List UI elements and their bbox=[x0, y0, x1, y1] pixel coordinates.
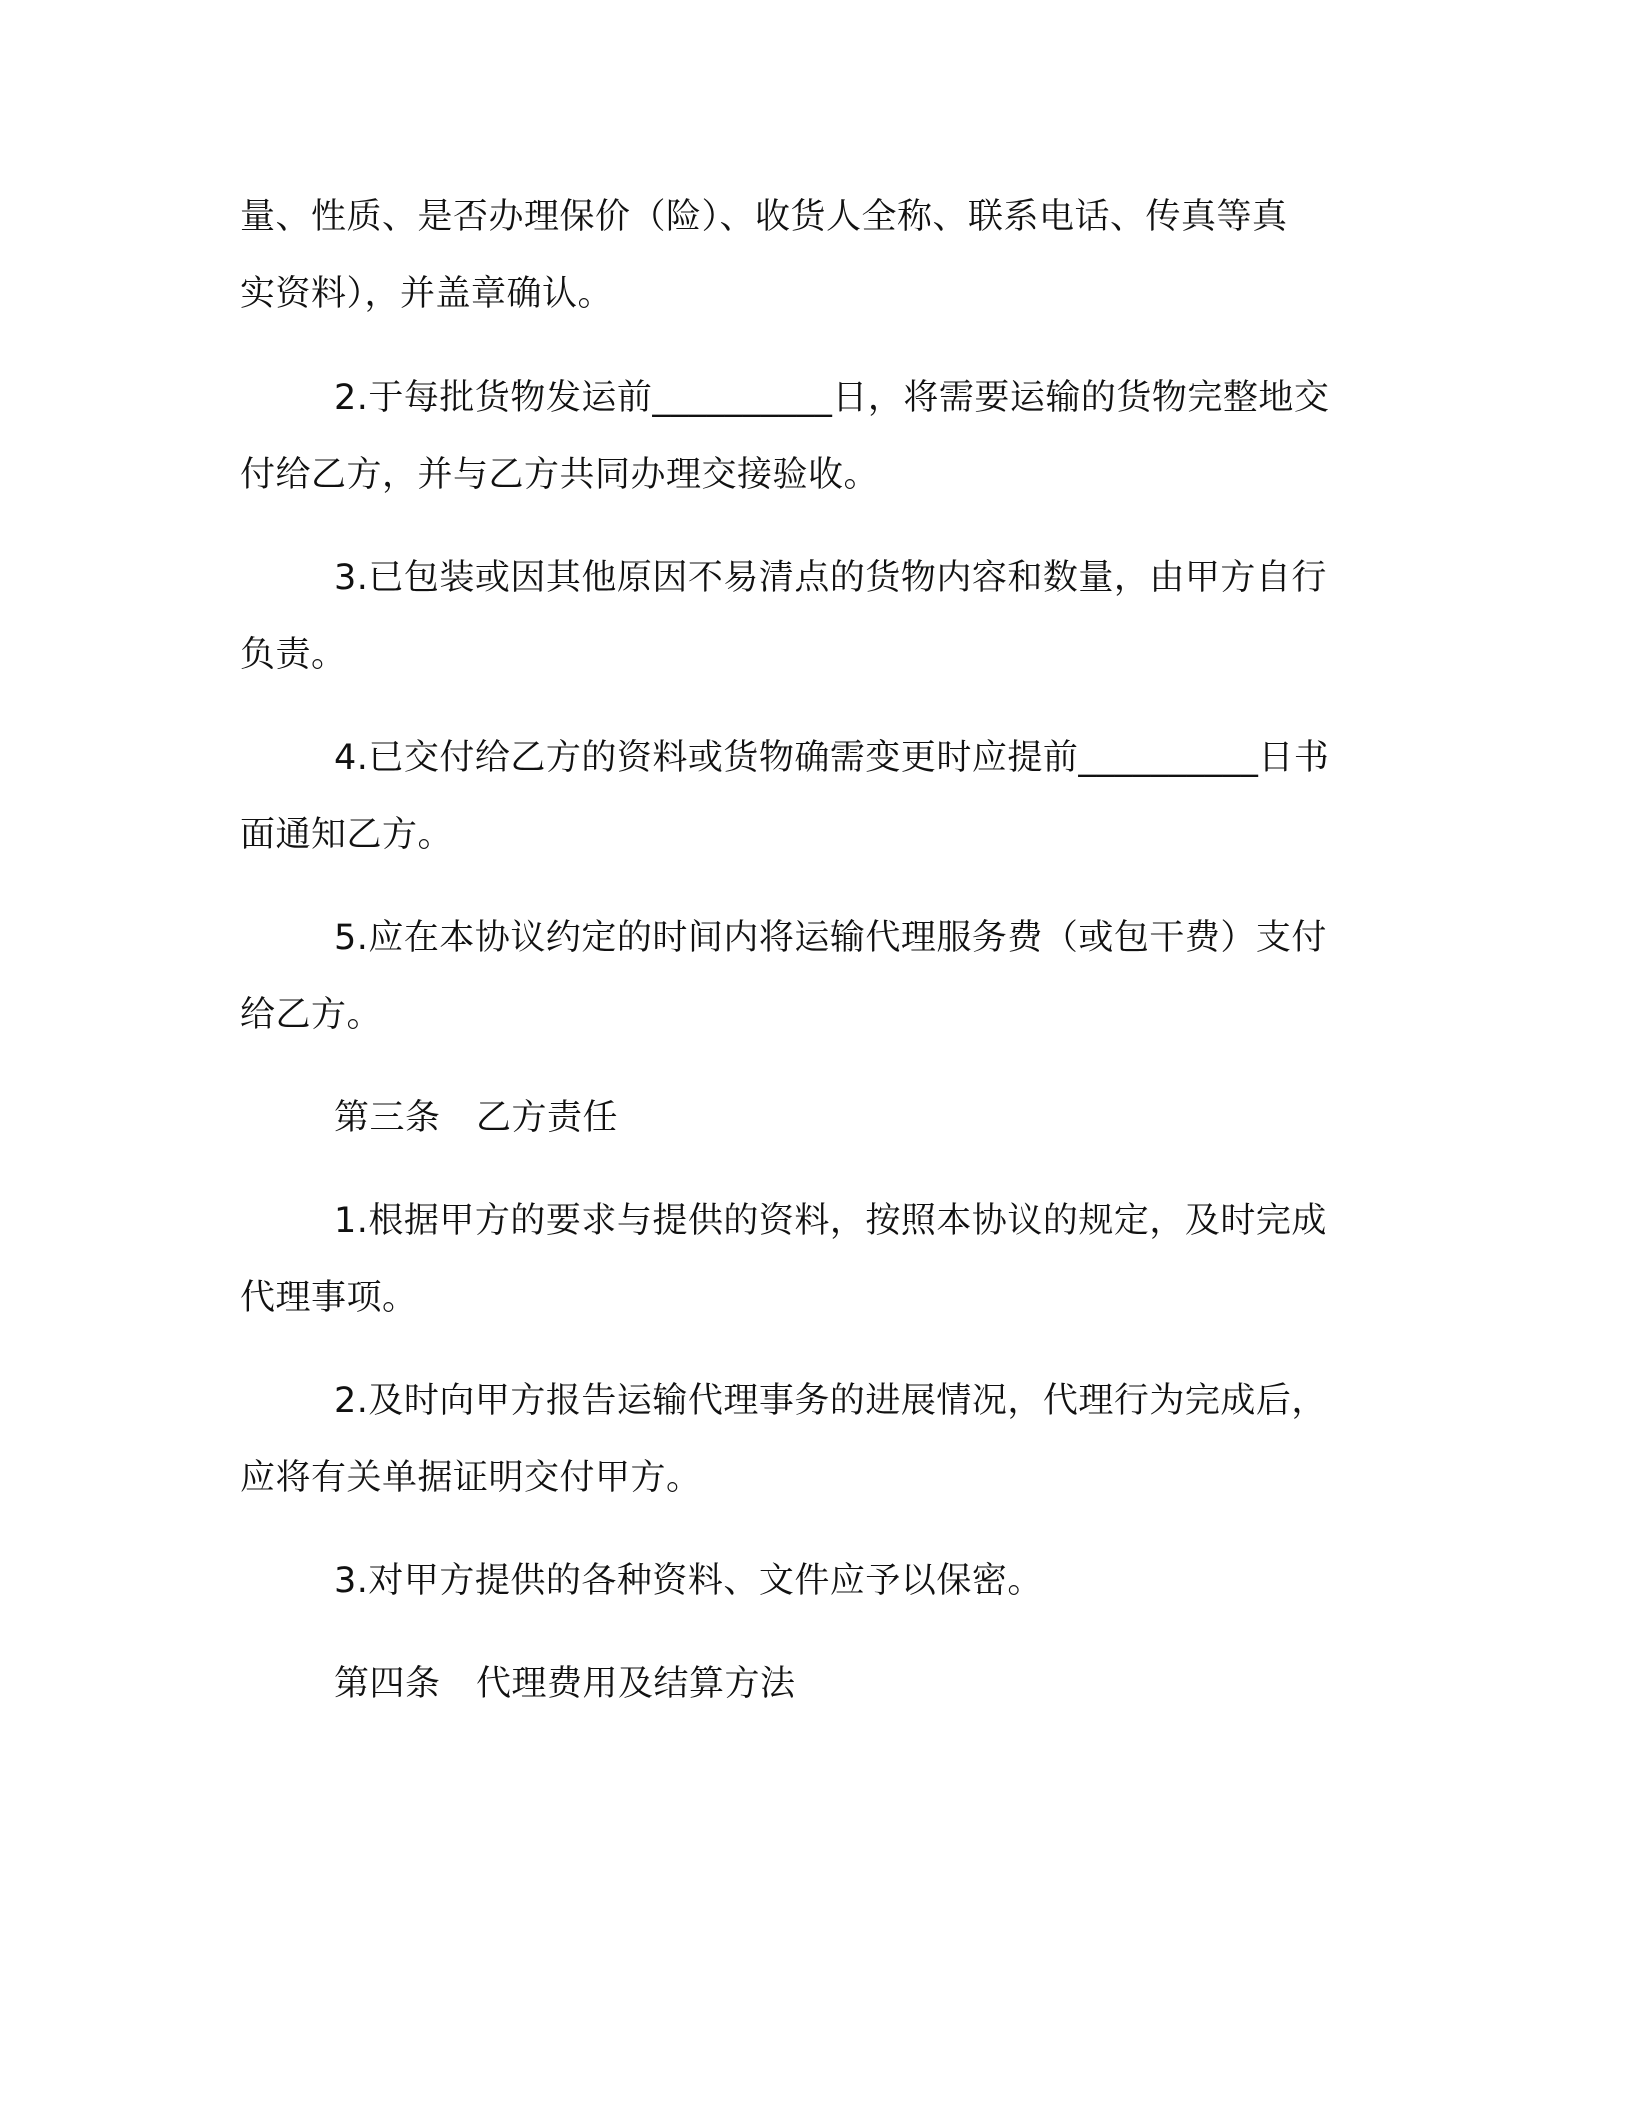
clause-3-line: 负责。 bbox=[240, 635, 347, 675]
clause-4-line: 4.已交付给乙方的资料或货物确需变更时应提前__________日书 bbox=[334, 738, 1330, 778]
clause-2b-line: 应将有关单据证明交付甲方。 bbox=[240, 1458, 702, 1498]
clause-2b-line: 2.及时向甲方报告运输代理事务的进展情况，代理行为完成后， bbox=[334, 1381, 1327, 1421]
section-heading: 第三条 乙方责任 bbox=[334, 1098, 619, 1138]
section-heading: 第四条 代理费用及结算方法 bbox=[334, 1664, 796, 1704]
paragraph-line: 实资料），并盖章确认。 bbox=[240, 274, 614, 314]
clause-5-line: 5.应在本协议约定的时间内将运输代理服务费（或包干费）支付 bbox=[334, 918, 1327, 958]
paragraph-line: 量、性质、是否办理保价（险）、收货人全称、联系电话、传真等真 bbox=[240, 197, 1288, 237]
clause-3-line: 3.已包装或因其他原因不易清点的货物内容和数量，由甲方自行 bbox=[334, 558, 1327, 598]
clause-5-line: 给乙方。 bbox=[240, 995, 383, 1035]
clause-1-line: 代理事项。 bbox=[240, 1278, 418, 1318]
clause-2-line: 付给乙方，并与乙方共同办理交接验收。 bbox=[240, 455, 880, 495]
clause-2-line: 2.于每批货物发运前__________日，将需要运输的货物完整地交 bbox=[334, 378, 1330, 418]
clause-3b-line: 3.对甲方提供的各种资料、文件应予以保密。 bbox=[334, 1561, 1043, 1601]
clause-4-line: 面通知乙方。 bbox=[240, 815, 454, 855]
clause-1-line: 1.根据甲方的要求与提供的资料，按照本协议的规定，及时完成 bbox=[334, 1201, 1327, 1241]
